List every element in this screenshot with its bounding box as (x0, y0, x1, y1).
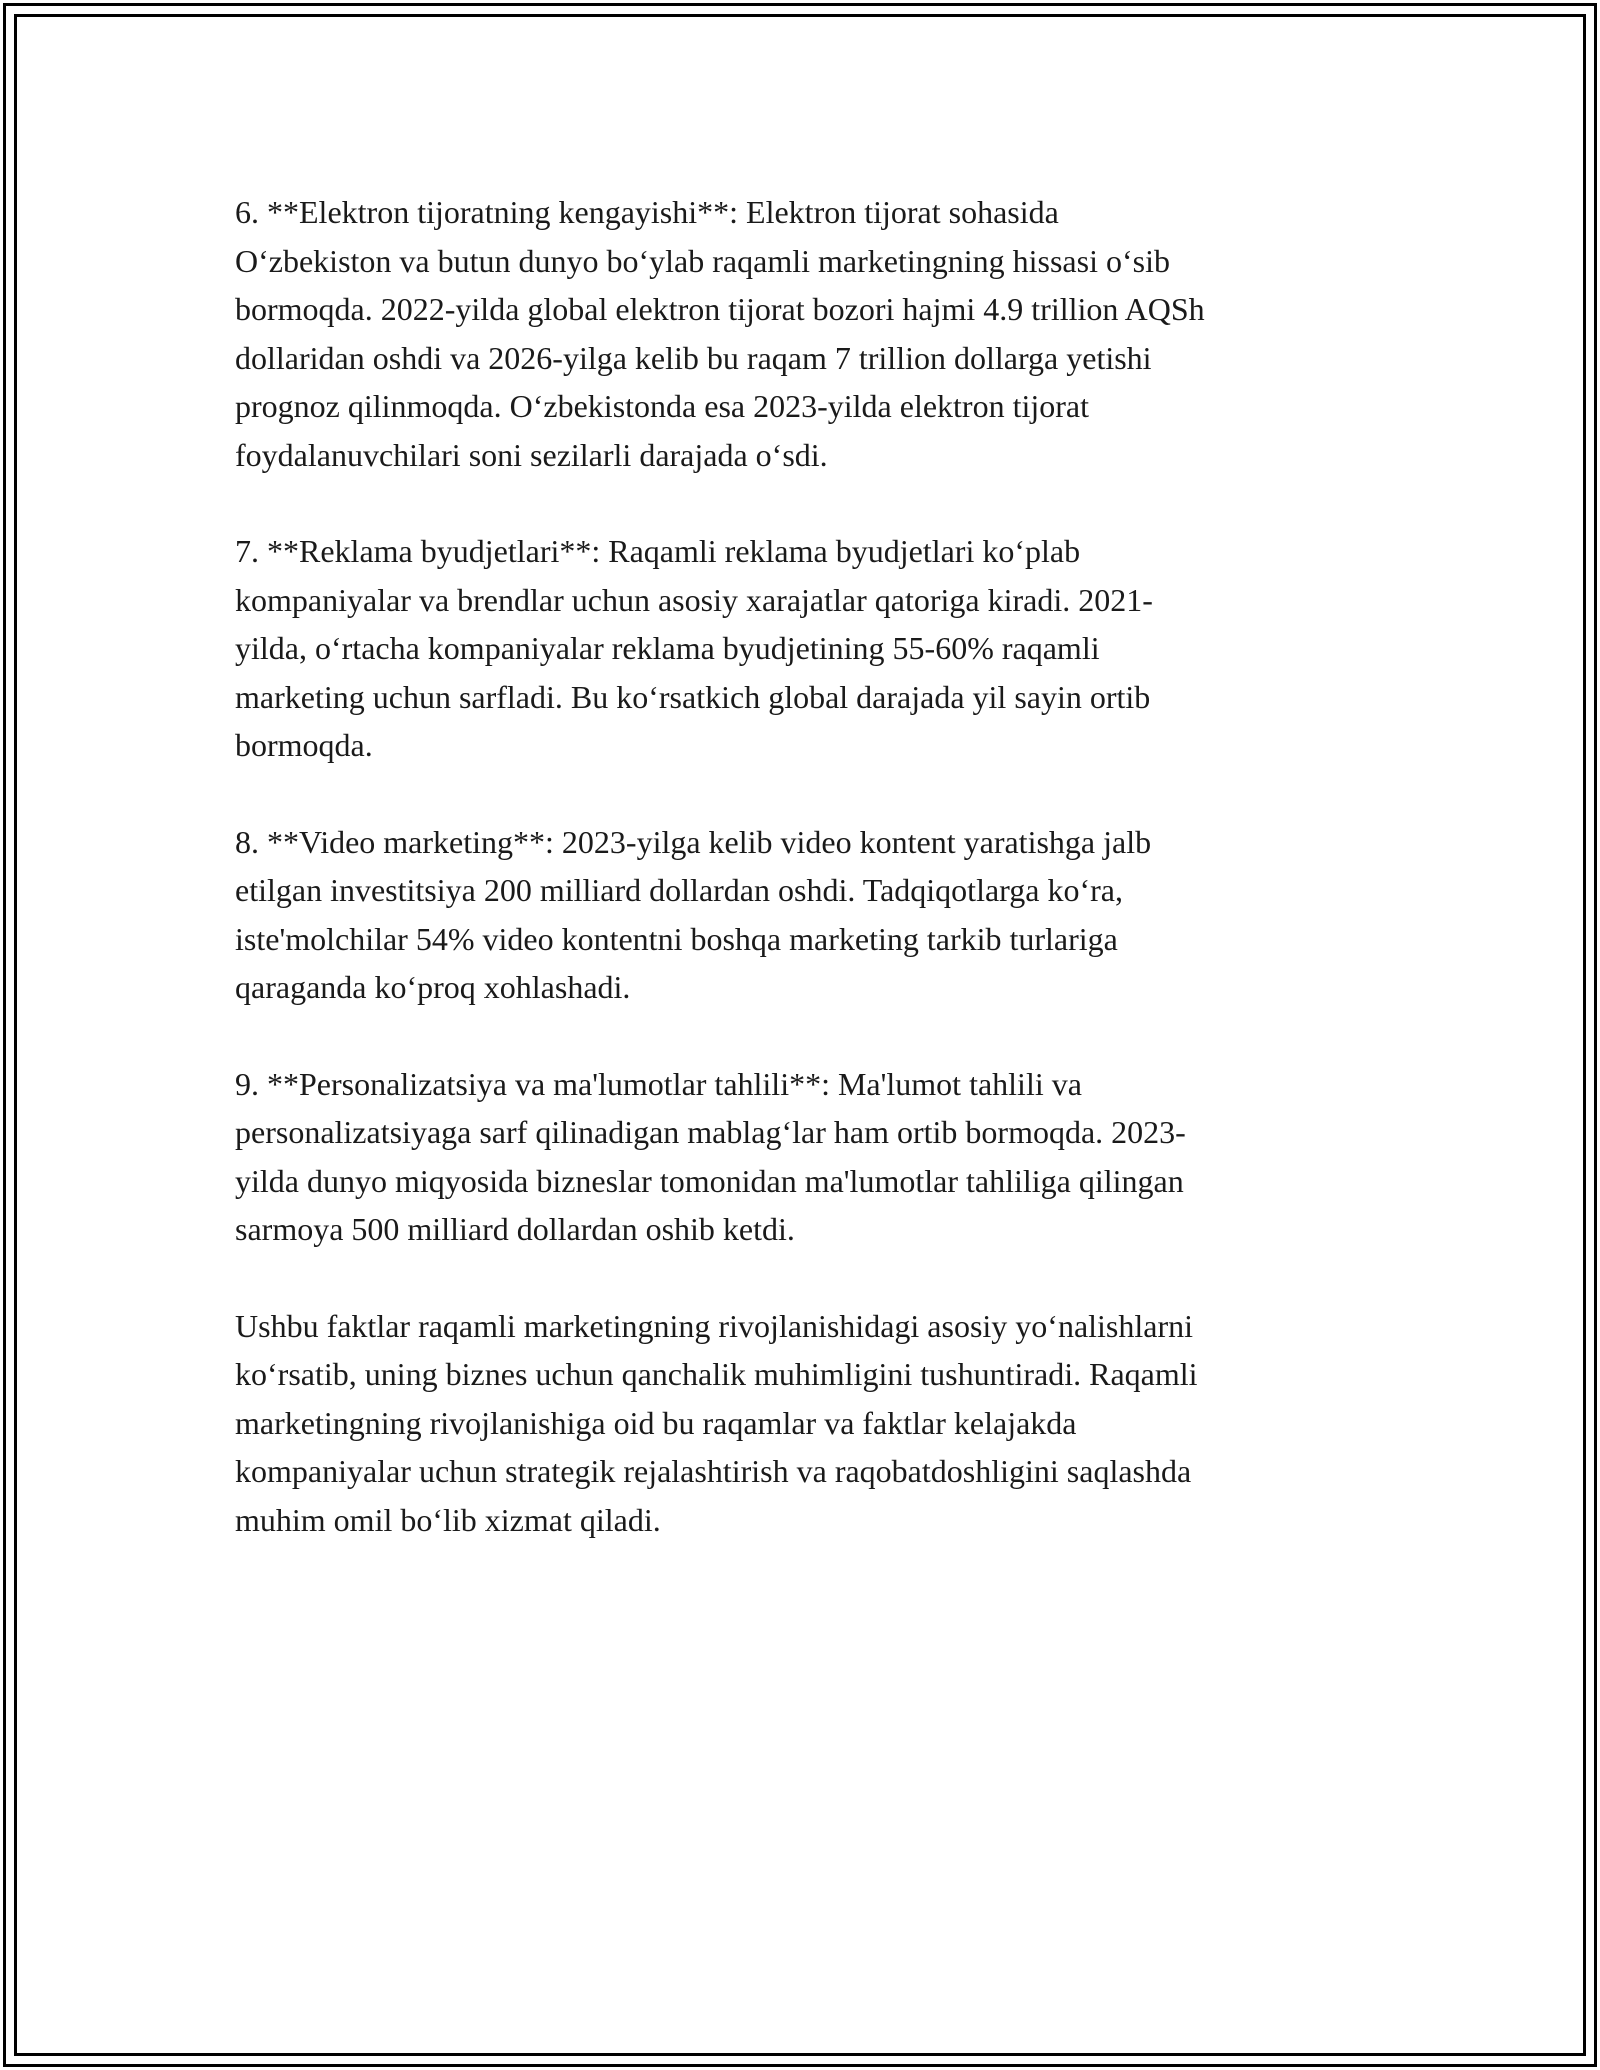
text-line: sarmoya 500 milliard dollardan oshib ketdi. (235, 1211, 795, 1247)
text-line: O‘zbekiston va butun dunyo bo‘ylab raqamli marketingning hissasi o‘sib (235, 242, 1170, 279)
text-line: 7. **Reklama byudjetlari**: Raqamli reklama byudjetlari ko‘plab (235, 533, 1081, 569)
text-line: iste'molchilar 54% video kontentni boshqa marketing tarkib turlariga (235, 920, 1118, 957)
text-line: 9. **Personalizatsiya va ma'lumotlar tahlili**: Ma'lumot tahlili va (235, 1065, 1082, 1102)
text-line: yilda dunyo miqyosida bizneslar tomonidan ma'lumotlar tahliliga qilingan (235, 1162, 1184, 1199)
text-line: 8. **Video marketing**: 2023-yilga kelib video kontent yaratishga jalb (235, 823, 1152, 860)
text-line: etilgan investitsiya 200 milliard dollardan oshdi. Tadqiqotlarga ko‘ra, (235, 872, 1123, 908)
text-line: marketingning rivojlanishiga oid bu raqamlar va faktlar kelajakda (235, 1404, 1077, 1441)
text-line: marketing uchun sarfladi. Bu ko‘rsatkich global darajada yil sayin ortib (235, 678, 1151, 715)
text-line: kompaniyalar va brendlar uchun asosiy xarajatlar qatoriga kiradi. 2021- (235, 581, 1153, 618)
paragraph-advertising-budgets (235, 527, 1375, 770)
text-line: personalizatsiyaga sarf qilinadigan mablag‘lar ham ortib bormoqda. 2023- (235, 1114, 1186, 1150)
paragraph-video-marketing (235, 818, 1375, 1012)
text-line: dollaridan oshdi va 2026-yilga kelib bu raqam 7 trillion dollarga yetishi (235, 339, 1152, 376)
text-line: ko‘rsatib, uning biznes uchun qanchalik muhimligini tushuntiradi. Raqamli (235, 1356, 1198, 1392)
text-line: bormoqda. (235, 727, 373, 763)
text-line: yilda, o‘rtacha kompaniyalar reklama byudjetining 55-60% raqamli (235, 630, 1100, 666)
text-line: kompaniyalar uchun strategik rejalashtirish va raqobatdoshligini saqlashda (235, 1453, 1192, 1489)
document-body (235, 188, 1375, 1592)
paragraph-personalization-analytics (235, 1060, 1375, 1254)
text-line: bormoqda. 2022-yilda global elektron tijorat bozori hajmi 4.9 trillion AQSh (235, 291, 1205, 327)
text-line: qaraganda ko‘proq xohlashadi. (235, 969, 631, 1005)
text-line: foydalanuvchilari soni sezilarli darajada o‘sdi. (235, 436, 828, 473)
text-line: prognoz qilinmoqda. O‘zbekistonda esa 2023-yilda elektron tijorat (235, 388, 1089, 424)
text-line: Ushbu faktlar raqamli marketingning rivojlanishidagi asosiy yo‘nalishlarni (235, 1307, 1194, 1344)
text-line: 6. **Elektron tijoratning kengayishi**: Elektron tijorat sohasida (235, 194, 1059, 230)
paragraph-electronic-commerce (235, 188, 1375, 479)
text-line: muhim omil bo‘lib xizmat qiladi. (235, 1501, 661, 1538)
paragraph-conclusion (235, 1302, 1375, 1545)
